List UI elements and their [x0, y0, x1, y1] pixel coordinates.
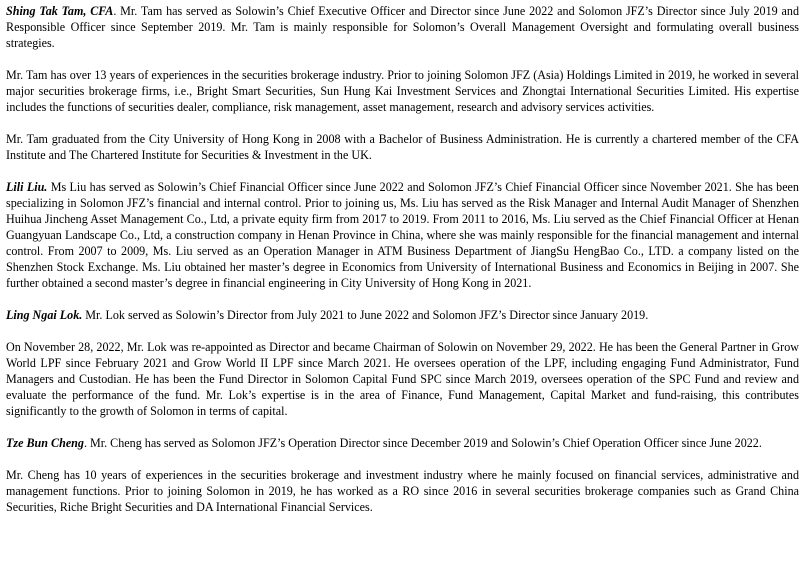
- bio-paragraph: [6, 179, 799, 291]
- bio-paragraph: [6, 307, 799, 323]
- bio-paragraph: Mr. Tam graduated from the City University of Hong Kong in 2008 with a Bachelor of Business Administration. He is currently a chartered member of the CFA Institute and The Chartered Institute for Securities & Investment in the UK.: [6, 132, 799, 162]
- person-name: Ling Ngai Lok.: [6, 308, 83, 322]
- bio-paragraph: Mr. Tam has over 13 years of experiences in the securities brokerage industry. Prior to joining Solomon JFZ (Asia) Holdings Limited in 2019, he worked in several major securities brokerage firms, i.e., Bright Smart Securities, Sun Hung Kai Investment Services and Zhongtai International Securities Limited. His expertise includes the functions of securities dealer, compliance, risk management, asset management, research and advisory services activities.: [6, 68, 799, 114]
- bio-text: Mr. Lok served as Solowin’s Director from July 2021 to June 2022 and Solomon JFZ’s Director since January 2019.: [82, 308, 649, 322]
- bio-text: . Mr. Cheng has served as Solomon JFZ’s Operation Director since December 2019 and Solowin’s Chief Operation Officer since June 2022.: [83, 436, 762, 450]
- person-name: Shing Tak Tam, CFA: [6, 4, 114, 18]
- bio-text: Ms Liu has served as Solowin’s Chief Financial Officer since June 2022 and Solomon JFZ’s Chief Financial Officer since November 2021. She has been specializing in Solomon JFZ’s financial and internal control. Prior to joining us, Ms. Liu has served as the Risk Manager and Internal Audit Manager of Shenzhen Huihua Jincheng Asset Management Co., Ltd, a private equity firm from 2017 to 2019. From 2011 to 2016, Ms. Liu served as the Chief Financial Officer at Henan Guangyuan Landscape Co., Ltd, a construction company in Henan Province in China, where she was mainly responsible for the financial management and internal control. From 2007 to 2009, Ms. Liu served as an Operation Manager in ATM Business Department of JiangSu HengBao Co., LTD. a company listed on the Shenzhen Stock Exchange. Ms. Liu obtained her master’s degree in Economics from University of International Business and Economics in Beijing in 2007. She further obtained a second master’s degree in financial engineering in City University of Hong Kong in 2021.: [6, 180, 799, 290]
- bio-paragraph: [6, 435, 799, 451]
- bio-paragraph: On November 28, 2022, Mr. Lok was re-appointed as Director and became Chairman of Solowin on November 29, 2022. He has been the General Partner in Grow World LPF since February 2021 and Grow World II LPF since March 2021. He oversees operation of the LPF, including engaging Fund Administrator, Fund Managers and Custodian. He has been the Fund Director in Solomon Capital Fund SPC since March 2019, oversees operation of the SPC Fund and review and evaluate the performance of the fund. Mr. Lok’s expertise is in the area of Finance, Fund Management, Capital Market and fund-raising, this contributes significantly to the growth of Solomon in terms of capital.: [6, 340, 799, 418]
- bio-paragraph: [6, 3, 799, 51]
- bio-text: . Mr. Tam has served as Solowin’s Chief Executive Officer and Director since June 2022 and Solomon JFZ’s Director since July 2019 and Responsible Officer since September 2019. Mr. Tam is mainly responsible for Solomon’s Overall Management Oversight and formulating overall business strategies.: [6, 4, 799, 50]
- bio-paragraph: Mr. Cheng has 10 years of experiences in the securities brokerage and investment industry where he mainly focused on financial services, administrative and management functions. Prior to joining Solomon in 2019, he has worked as a RO since 2016 in several securities brokerage companies such as Grand China Securities, Riche Bright Securities and DA International Financial Services.: [6, 468, 799, 514]
- person-name: Tze Bun Cheng: [6, 436, 84, 450]
- person-name: Lili Liu.: [6, 180, 48, 194]
